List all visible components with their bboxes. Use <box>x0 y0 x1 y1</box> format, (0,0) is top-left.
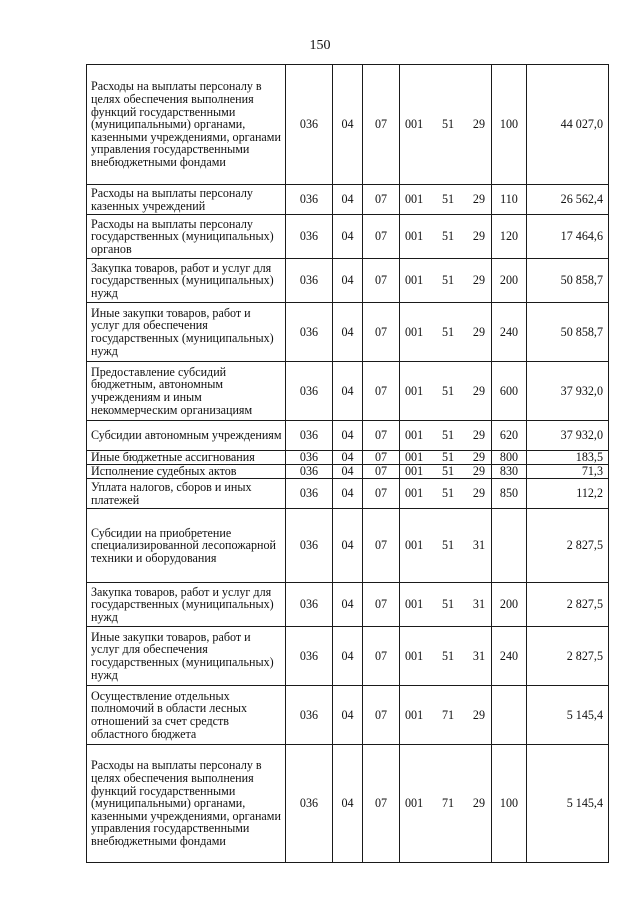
table-row <box>87 303 609 362</box>
expense-name-cell: Иные закупки товаров, работ и услуг для обеспечения государственных (муниципальных) нужд <box>87 303 286 362</box>
expense-name-cell: Осуществление отдельных полномочий в области лесных отношений за счет средств областного бюджета <box>87 686 286 745</box>
budget-table-body <box>87 65 609 863</box>
expense-name-cell: Иные бюджетные ассигнования <box>87 451 286 465</box>
table-row <box>87 465 609 479</box>
subsection-code-cell: 07 <box>363 686 400 745</box>
target-article-part: 51 <box>441 464 455 479</box>
target-article-part: 51 <box>441 486 455 501</box>
section-code-cell: 04 <box>333 509 363 583</box>
target-article-part: 51 <box>441 450 455 465</box>
section-code-cell: 04 <box>333 259 363 303</box>
section-code-cell: 04 <box>333 745 363 863</box>
expense-name-cell: Расходы на выплаты персоналу казенных учреждений <box>87 185 286 215</box>
section-code-cell: 04 <box>333 65 363 185</box>
section-code-cell: 04 <box>333 465 363 479</box>
amount-cell: 71,3 <box>527 465 609 479</box>
department-code-cell: 036 <box>286 421 333 451</box>
expense-name-cell: Субсидии на приобретение специализированной лесопожарной техники и оборудования <box>87 509 286 583</box>
subsection-code-cell: 07 <box>363 627 400 686</box>
expense-name-cell: Исполнение судебных актов <box>87 465 286 479</box>
subsection-code-cell: 07 <box>363 465 400 479</box>
target-article-part: 51 <box>441 324 455 339</box>
section-code-cell: 04 <box>333 362 363 421</box>
target-article-part: 51 <box>441 117 455 132</box>
table-row <box>87 627 609 686</box>
target-article-part: 001 <box>405 707 424 722</box>
subsection-code-cell: 07 <box>363 745 400 863</box>
target-article-part: 001 <box>405 428 424 443</box>
target-article-part: 29 <box>472 383 485 398</box>
subsection-code-cell: 07 <box>363 215 400 259</box>
department-code-cell: 036 <box>286 65 333 185</box>
target-article-part: 51 <box>441 597 455 612</box>
subsection-code-cell: 07 <box>363 421 400 451</box>
target-article-cell <box>400 465 492 479</box>
target-article-part: 29 <box>472 486 485 501</box>
department-code-cell: 036 <box>286 745 333 863</box>
target-article-part: 001 <box>405 648 424 663</box>
expense-name-cell: Расходы на выплаты персоналу в целях обеспечения выполнения функций государственными (муниципальными) органами, казенными учреждениями, органами управления государственными внебюджетными фондами <box>87 65 286 185</box>
table-row <box>87 509 609 583</box>
expense-name-cell: Уплата налогов, сборов и иных платежей <box>87 479 286 509</box>
expense-name-cell: Иные закупки товаров, работ и услуг для обеспечения государственных (муниципальных) нужд <box>87 627 286 686</box>
table-row <box>87 362 609 421</box>
section-code-cell: 04 <box>333 451 363 465</box>
target-article-cell <box>400 65 492 185</box>
expense-name-cell: Закупка товаров, работ и услуг для государственных (муниципальных) нужд <box>87 583 286 627</box>
target-article-cell <box>400 509 492 583</box>
table-row <box>87 583 609 627</box>
target-article-cell <box>400 303 492 362</box>
target-article-part: 001 <box>405 273 424 288</box>
subsection-code-cell: 07 <box>363 583 400 627</box>
target-article-part: 001 <box>405 450 424 465</box>
expense-type-cell: 240 <box>492 303 527 362</box>
department-code-cell: 036 <box>286 259 333 303</box>
target-article-cell <box>400 215 492 259</box>
department-code-cell: 036 <box>286 185 333 215</box>
target-article-part: 29 <box>472 117 485 132</box>
target-article-cell <box>400 362 492 421</box>
section-code-cell: 04 <box>333 686 363 745</box>
target-article-part: 71 <box>441 796 455 811</box>
section-code-cell: 04 <box>333 185 363 215</box>
department-code-cell: 036 <box>286 509 333 583</box>
department-code-cell: 036 <box>286 362 333 421</box>
page-number: 150 <box>309 38 331 53</box>
target-article-cell <box>400 421 492 451</box>
target-article-part: 51 <box>441 273 455 288</box>
table-row <box>87 65 609 185</box>
expense-name-cell: Расходы на выплаты персоналу в целях обеспечения выполнения функций государственными (муниципальными) органами, казенными учреждениями, органами управления государственными внебюджетными фондами <box>87 745 286 863</box>
target-article-part: 29 <box>472 229 485 244</box>
expense-type-cell <box>492 509 527 583</box>
amount-cell: 37 932,0 <box>527 421 609 451</box>
table-row <box>87 479 609 509</box>
department-code-cell: 036 <box>286 465 333 479</box>
target-article-part: 29 <box>472 707 485 722</box>
expense-type-cell: 800 <box>492 451 527 465</box>
target-article-part: 001 <box>405 324 424 339</box>
target-article-part: 001 <box>405 117 424 132</box>
table-row <box>87 745 609 863</box>
target-article-part: 31 <box>472 597 485 612</box>
table-row <box>87 185 609 215</box>
amount-cell: 50 858,7 <box>527 259 609 303</box>
department-code-cell: 036 <box>286 686 333 745</box>
target-article-part: 51 <box>441 428 455 443</box>
expense-type-cell: 100 <box>492 745 527 863</box>
expense-type-cell: 620 <box>492 421 527 451</box>
table-row <box>87 421 609 451</box>
table-row <box>87 686 609 745</box>
target-article-part: 51 <box>441 229 455 244</box>
section-code-cell: 04 <box>333 215 363 259</box>
subsection-code-cell: 07 <box>363 303 400 362</box>
subsection-code-cell: 07 <box>363 259 400 303</box>
department-code-cell: 036 <box>286 583 333 627</box>
subsection-code-cell: 07 <box>363 479 400 509</box>
expense-type-cell: 110 <box>492 185 527 215</box>
target-article-cell <box>400 451 492 465</box>
target-article-part: 29 <box>472 273 485 288</box>
expense-type-cell: 200 <box>492 583 527 627</box>
expense-type-cell: 120 <box>492 215 527 259</box>
expense-name-cell: Расходы на выплаты персоналу государственных (муниципальных) органов <box>87 215 286 259</box>
amount-cell: 26 562,4 <box>527 185 609 215</box>
expense-type-cell: 200 <box>492 259 527 303</box>
target-article-part: 31 <box>472 538 485 553</box>
expense-type-cell: 240 <box>492 627 527 686</box>
amount-cell: 5 145,4 <box>527 745 609 863</box>
amount-cell: 112,2 <box>527 479 609 509</box>
amount-cell: 17 464,6 <box>527 215 609 259</box>
amount-cell: 5 145,4 <box>527 686 609 745</box>
table-row <box>87 259 609 303</box>
target-article-cell <box>400 745 492 863</box>
target-article-cell <box>400 185 492 215</box>
budget-table <box>86 64 609 863</box>
target-article-part: 001 <box>405 383 424 398</box>
amount-cell: 44 027,0 <box>527 65 609 185</box>
target-article-part: 001 <box>405 796 424 811</box>
subsection-code-cell: 07 <box>363 65 400 185</box>
amount-cell: 2 827,5 <box>527 509 609 583</box>
department-code-cell: 036 <box>286 479 333 509</box>
amount-cell: 2 827,5 <box>527 583 609 627</box>
subsection-code-cell: 07 <box>363 509 400 583</box>
table-row <box>87 451 609 465</box>
department-code-cell: 036 <box>286 303 333 362</box>
target-article-part: 001 <box>405 486 424 501</box>
section-code-cell: 04 <box>333 479 363 509</box>
target-article-part: 51 <box>441 648 455 663</box>
section-code-cell: 04 <box>333 627 363 686</box>
target-article-part: 001 <box>405 597 424 612</box>
table-row <box>87 215 609 259</box>
subsection-code-cell: 07 <box>363 451 400 465</box>
expense-type-cell: 600 <box>492 362 527 421</box>
expense-type-cell: 100 <box>492 65 527 185</box>
target-article-part: 001 <box>405 464 424 479</box>
amount-cell: 50 858,7 <box>527 303 609 362</box>
target-article-cell <box>400 627 492 686</box>
expense-type-cell <box>492 686 527 745</box>
department-code-cell: 036 <box>286 215 333 259</box>
target-article-part: 001 <box>405 229 424 244</box>
department-code-cell: 036 <box>286 451 333 465</box>
subsection-code-cell: 07 <box>363 362 400 421</box>
target-article-part: 29 <box>472 428 485 443</box>
subsection-code-cell: 07 <box>363 185 400 215</box>
target-article-cell <box>400 479 492 509</box>
department-code-cell: 036 <box>286 627 333 686</box>
target-article-cell <box>400 259 492 303</box>
section-code-cell: 04 <box>333 583 363 627</box>
target-article-part: 29 <box>472 796 485 811</box>
target-article-part: 31 <box>472 648 485 663</box>
amount-cell: 37 932,0 <box>527 362 609 421</box>
expense-name-cell: Закупка товаров, работ и услуг для государственных (муниципальных) нужд <box>87 259 286 303</box>
target-article-part: 51 <box>441 192 455 207</box>
amount-cell: 2 827,5 <box>527 627 609 686</box>
target-article-part: 29 <box>472 450 485 465</box>
expense-type-cell: 850 <box>492 479 527 509</box>
target-article-part: 29 <box>472 464 485 479</box>
target-article-part: 001 <box>405 538 424 553</box>
target-article-cell <box>400 583 492 627</box>
target-article-part: 29 <box>472 324 485 339</box>
target-article-part: 51 <box>441 383 455 398</box>
section-code-cell: 04 <box>333 421 363 451</box>
expense-name-cell: Предоставление субсидий бюджетным, автономным учреждениям и иным некоммерческим организациям <box>87 362 286 421</box>
amount-cell: 183,5 <box>527 451 609 465</box>
expense-type-cell: 830 <box>492 465 527 479</box>
expense-name-cell: Субсидии автономным учреждениям <box>87 421 286 451</box>
target-article-cell <box>400 686 492 745</box>
section-code-cell: 04 <box>333 303 363 362</box>
target-article-part: 29 <box>472 192 485 207</box>
target-article-part: 001 <box>405 192 424 207</box>
target-article-part: 71 <box>441 707 455 722</box>
target-article-part: 51 <box>441 538 455 553</box>
